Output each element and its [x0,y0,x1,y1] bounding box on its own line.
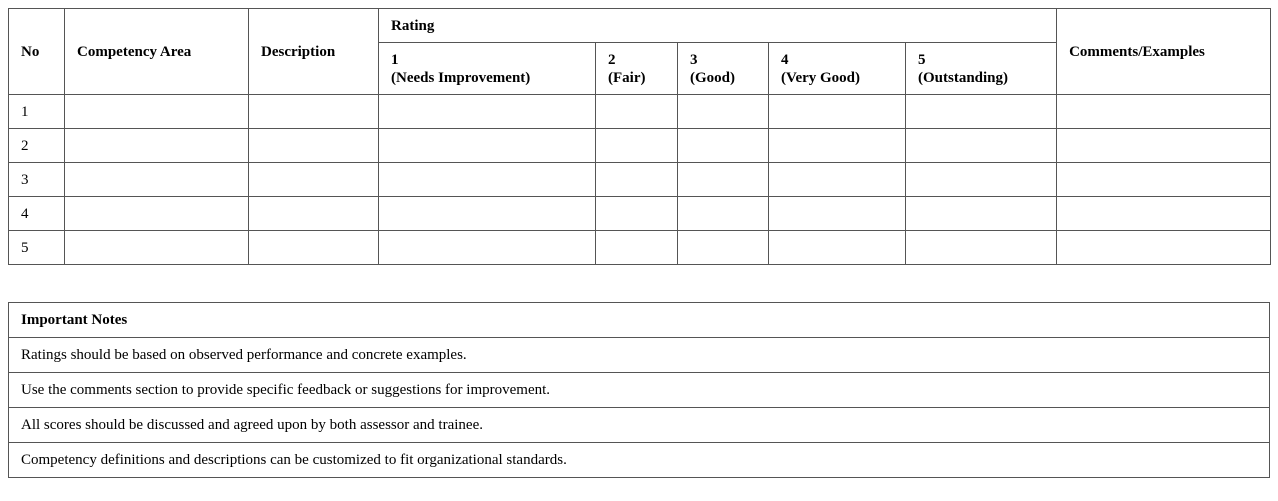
rating-scale-number: 4 [781,52,789,68]
header-comments: Comments/Examples [1057,9,1271,95]
rating-3-cell[interactable] [678,163,769,197]
rating-2-cell[interactable] [596,231,678,265]
rating-4-cell[interactable] [769,231,906,265]
comments-cell[interactable] [1057,231,1271,265]
competency-area-cell[interactable] [65,95,249,129]
note-item: Competency definitions and descriptions can be customized to fit organizational standards. [9,443,1270,478]
header-no: No [9,9,65,95]
table-row [9,95,1271,129]
competency-area-cell[interactable] [65,129,249,163]
header-competency-area: Competency Area [65,9,249,95]
rating-scale-3 [678,43,769,95]
rating-4-cell[interactable] [769,163,906,197]
rating-scale-1 [379,43,596,95]
rating-3-cell[interactable] [678,95,769,129]
rating-5-cell[interactable] [906,197,1057,231]
row-number: 4 [9,197,65,231]
rating-scale-number: 1 [391,52,399,68]
rating-2-cell[interactable] [596,129,678,163]
rating-4-cell[interactable] [769,197,906,231]
rating-1-cell[interactable] [379,231,596,265]
header-description: Description [249,9,379,95]
rating-2-cell[interactable] [596,197,678,231]
description-cell[interactable] [249,95,379,129]
description-cell[interactable] [249,163,379,197]
rating-5-cell[interactable] [906,129,1057,163]
rating-1-cell[interactable] [379,197,596,231]
rating-1-cell[interactable] [379,95,596,129]
table-row [9,197,1271,231]
rating-scale-4 [769,43,906,95]
note-item: Use the comments section to provide specific feedback or suggestions for improvement. [9,373,1270,408]
rating-scale-number: 2 [608,52,616,68]
rating-3-cell[interactable] [678,197,769,231]
description-cell[interactable] [249,129,379,163]
notes-title: Important Notes [9,303,1270,338]
competency-area-cell[interactable] [65,163,249,197]
rating-scale-label: (Outstanding) [918,70,1009,86]
rating-4-cell[interactable] [769,129,906,163]
description-cell[interactable] [249,197,379,231]
row-number: 2 [9,129,65,163]
rating-5-cell[interactable] [906,163,1057,197]
rating-3-cell[interactable] [678,129,769,163]
rating-scale-label: (Very Good) [781,70,861,86]
table-row [9,129,1271,163]
rating-scale-number: 5 [918,52,926,68]
important-notes-table [8,302,1270,478]
rating-scale-label: (Fair) [608,70,646,86]
comments-cell[interactable] [1057,197,1271,231]
row-number: 3 [9,163,65,197]
rating-4-cell[interactable] [769,95,906,129]
rating-scale-5 [906,43,1057,95]
rating-scale-label: (Good) [690,70,735,86]
table-row [9,163,1271,197]
rating-5-cell[interactable] [906,231,1057,265]
rating-scale-2 [596,43,678,95]
competency-area-cell[interactable] [65,231,249,265]
rating-2-cell[interactable] [596,95,678,129]
description-cell[interactable] [249,231,379,265]
note-item: Ratings should be based on observed performance and concrete examples. [9,338,1270,373]
rating-2-cell[interactable] [596,163,678,197]
table-row [9,231,1271,265]
row-number: 1 [9,95,65,129]
rating-5-cell[interactable] [906,95,1057,129]
note-item: All scores should be discussed and agreed upon by both assessor and trainee. [9,408,1270,443]
rating-1-cell[interactable] [379,163,596,197]
rating-1-cell[interactable] [379,129,596,163]
comments-cell[interactable] [1057,95,1271,129]
rating-scale-label: (Needs Improvement) [391,70,531,86]
comments-cell[interactable] [1057,129,1271,163]
competency-rating-table [8,8,1271,265]
competency-area-cell[interactable] [65,197,249,231]
comments-cell[interactable] [1057,163,1271,197]
row-number: 5 [9,231,65,265]
rating-3-cell[interactable] [678,231,769,265]
header-rating: Rating [379,9,1057,43]
rating-scale-number: 3 [690,52,698,68]
